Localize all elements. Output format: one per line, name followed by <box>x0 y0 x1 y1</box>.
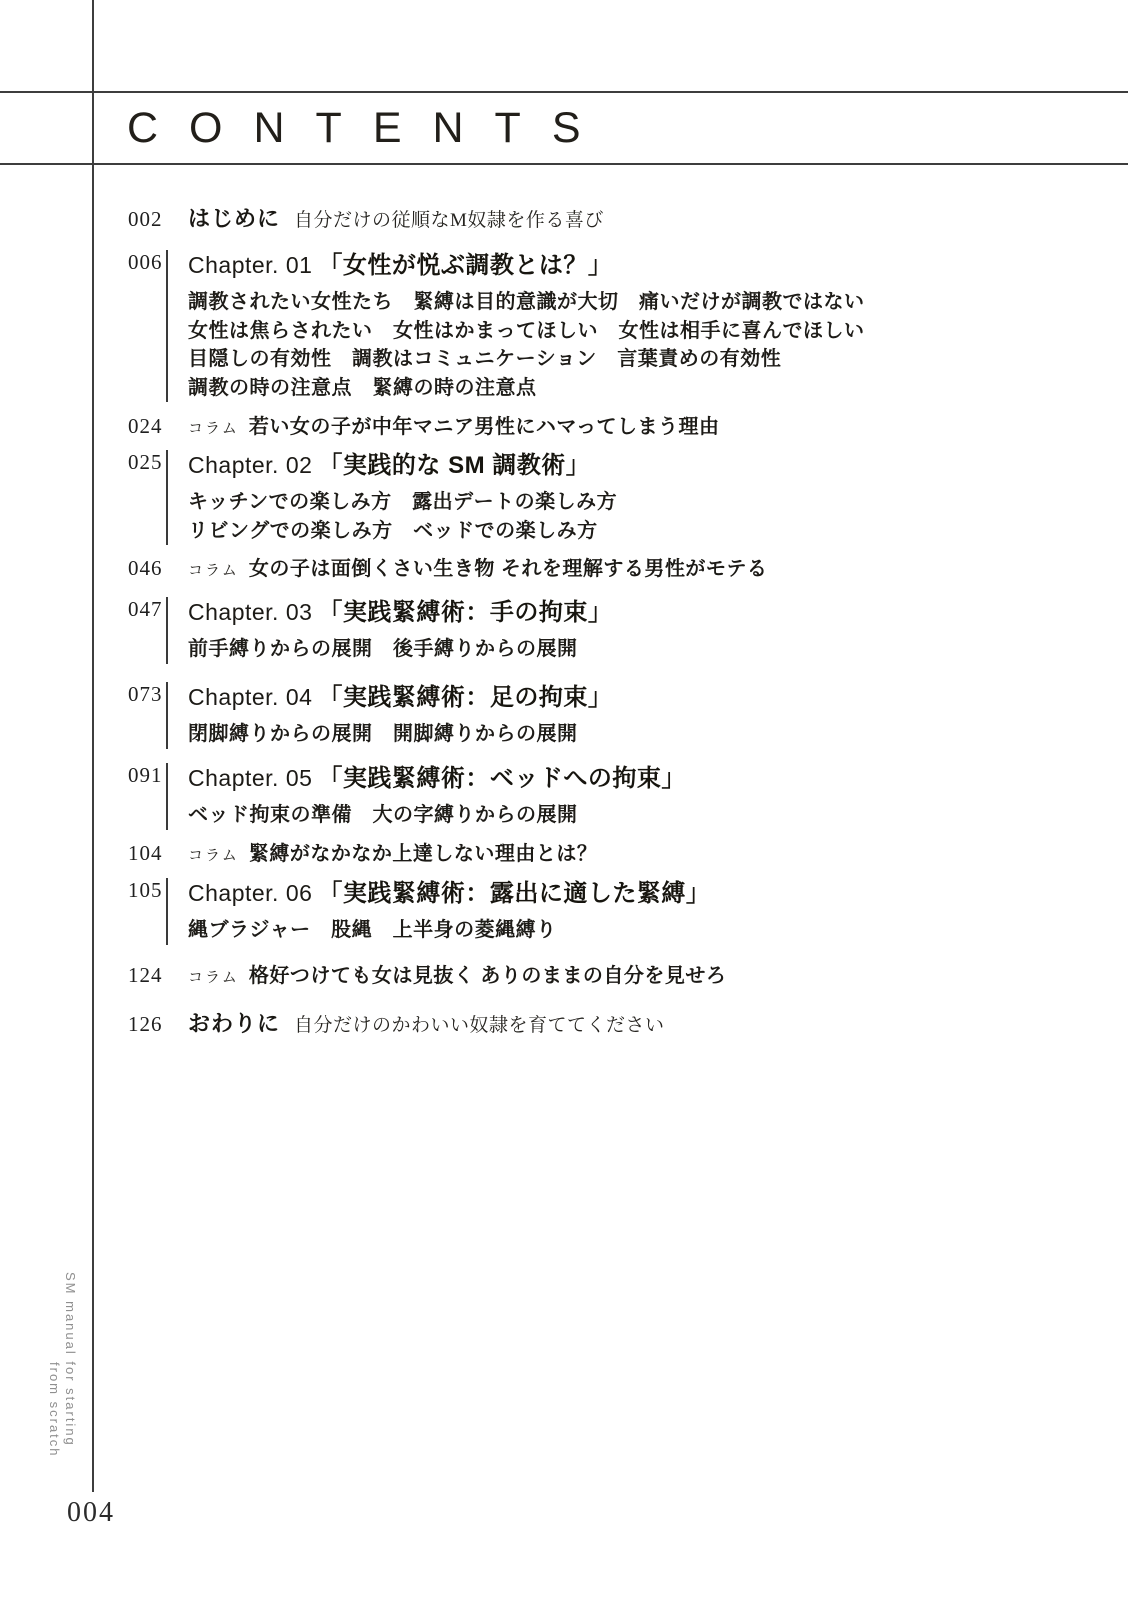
entry-page-number: 006 <box>128 250 163 274</box>
column-title: 女の子は面倒くさい生き物 それを理解する男性がモテる <box>248 558 768 580</box>
topic-line: 閉脚縛りからの展開 開脚縛りからの展開 <box>188 723 578 745</box>
chapter-topics <box>188 720 612 749</box>
chapter-title: 「実践緊縛術：足の拘束」 <box>318 684 613 711</box>
topic-line: リビングでの楽しみ方 ベッドでの楽しみ方 <box>188 519 598 542</box>
chapter-topics <box>188 288 865 402</box>
toc-entry-column <box>128 410 720 439</box>
topic-line: 前手縛りからの展開 後手縛りからの展開 <box>188 638 578 660</box>
entry-title: はじめに <box>188 206 281 231</box>
page-title: CONTENTS <box>127 104 612 152</box>
toc-entry-outro <box>128 1007 665 1038</box>
chapter-heading <box>188 682 612 716</box>
chapter-heading <box>188 250 865 284</box>
topic-line: ベッド拘束の準備 大の字縛りからの展開 <box>188 804 578 826</box>
chapter-label: Chapter. 02 <box>188 452 313 478</box>
column-tag: コラム <box>188 420 239 437</box>
topic-line: 調教の時の注意点 緊縛の時の注意点 <box>188 376 537 399</box>
topic-line: 調教されたい女性たち 緊縛は目的意識が大切 痛いだけが調教ではない <box>188 291 865 313</box>
entry-subtitle: 自分だけの従順なM奴隷を作る喜び <box>294 210 604 231</box>
chapter-label: Chapter. 01 <box>188 252 313 278</box>
chapter-title: 「実践緊縛術：露出に適した緊縛」 <box>318 880 711 907</box>
chapter-label: Chapter. 05 <box>188 765 313 791</box>
chapter-label: Chapter. 03 <box>188 599 313 625</box>
chapter-body <box>166 450 617 545</box>
entry-page-number: 126 <box>128 1012 163 1036</box>
chapter-heading <box>188 597 612 631</box>
toc-entry-intro <box>128 202 604 233</box>
entry-page-number: 091 <box>128 763 163 787</box>
topic-line: 縄ブラジャー 股縄 上半身の菱縄縛り <box>188 919 557 941</box>
column-title: 緊縛がなかなか上達しない理由とは？ <box>248 843 598 865</box>
entry-page-number: 046 <box>128 556 163 580</box>
entry-page-number: 025 <box>128 450 163 474</box>
entry-page-number: 002 <box>128 207 163 231</box>
toc-entry-chapter-03 <box>128 597 612 664</box>
toc-entry-chapter-04 <box>128 682 612 749</box>
column-title: 格好つけても女は見抜く ありのままの自分を見せろ <box>248 965 727 987</box>
entry-subtitle: 自分だけのかわいい奴隷を育ててください <box>294 1015 665 1036</box>
chapter-title: 「実践緊縛術：手の拘束」 <box>318 599 613 626</box>
chapter-title: 「実践緊縛術：ベッドへの拘束」 <box>318 765 686 792</box>
column-tag: コラム <box>188 562 239 579</box>
topic-line: 目隠しの有効性 調教はコミュニケーション 言葉責めの有効性 <box>188 348 782 370</box>
chapter-label: Chapter. 06 <box>188 880 313 906</box>
entry-page-number: 047 <box>128 597 163 621</box>
column-tag: コラム <box>188 847 239 864</box>
chapter-heading <box>188 878 710 912</box>
chapter-topics <box>188 801 686 830</box>
column-tag: コラム <box>188 969 239 986</box>
chapter-body <box>166 250 865 402</box>
chapter-body <box>166 597 612 664</box>
entry-page-number: 104 <box>128 841 163 865</box>
chapter-body <box>166 682 612 749</box>
toc-entry-chapter-06 <box>128 878 710 945</box>
entry-title: おわりに <box>188 1011 281 1036</box>
topic-line: 女性は焦らされたい 女性はかまってほしい 女性は相手に喜んでほしい <box>188 319 865 342</box>
toc-entry-column <box>128 552 767 581</box>
chapter-label: Chapter. 04 <box>188 684 313 710</box>
chapter-title: 「実践的な SM 調教術」 <box>318 452 591 479</box>
toc-entry-chapter-02 <box>128 450 617 545</box>
chapter-body <box>166 763 686 830</box>
toc-entry-column <box>128 837 597 866</box>
column-title: 若い女の子が中年マニア男性にハマってしまう理由 <box>248 416 720 438</box>
entry-page-number: 073 <box>128 682 163 706</box>
entry-page-number: 024 <box>128 414 163 438</box>
side-caption-line1: SM manual for starting <box>63 1272 78 1447</box>
toc-entry-column <box>128 959 726 988</box>
side-caption-line2: from scratch <box>47 1362 62 1458</box>
chapter-heading <box>188 763 686 797</box>
chapter-topics <box>188 916 710 945</box>
chapter-body <box>166 878 710 945</box>
toc-entry-chapter-01 <box>128 250 865 402</box>
entry-page-number: 105 <box>128 878 163 902</box>
entry-page-number: 124 <box>128 963 163 987</box>
chapter-heading <box>188 450 617 484</box>
topic-line: キッチンでの楽しみ方 露出デートの楽しみ方 <box>188 491 618 513</box>
toc-entry-chapter-05 <box>128 763 686 830</box>
chapter-topics <box>188 635 612 664</box>
folio-page-number: 004 <box>67 1497 115 1528</box>
chapter-topics <box>188 488 617 545</box>
chapter-title: 「女性が悦ぶ調教とは？」 <box>318 252 613 279</box>
